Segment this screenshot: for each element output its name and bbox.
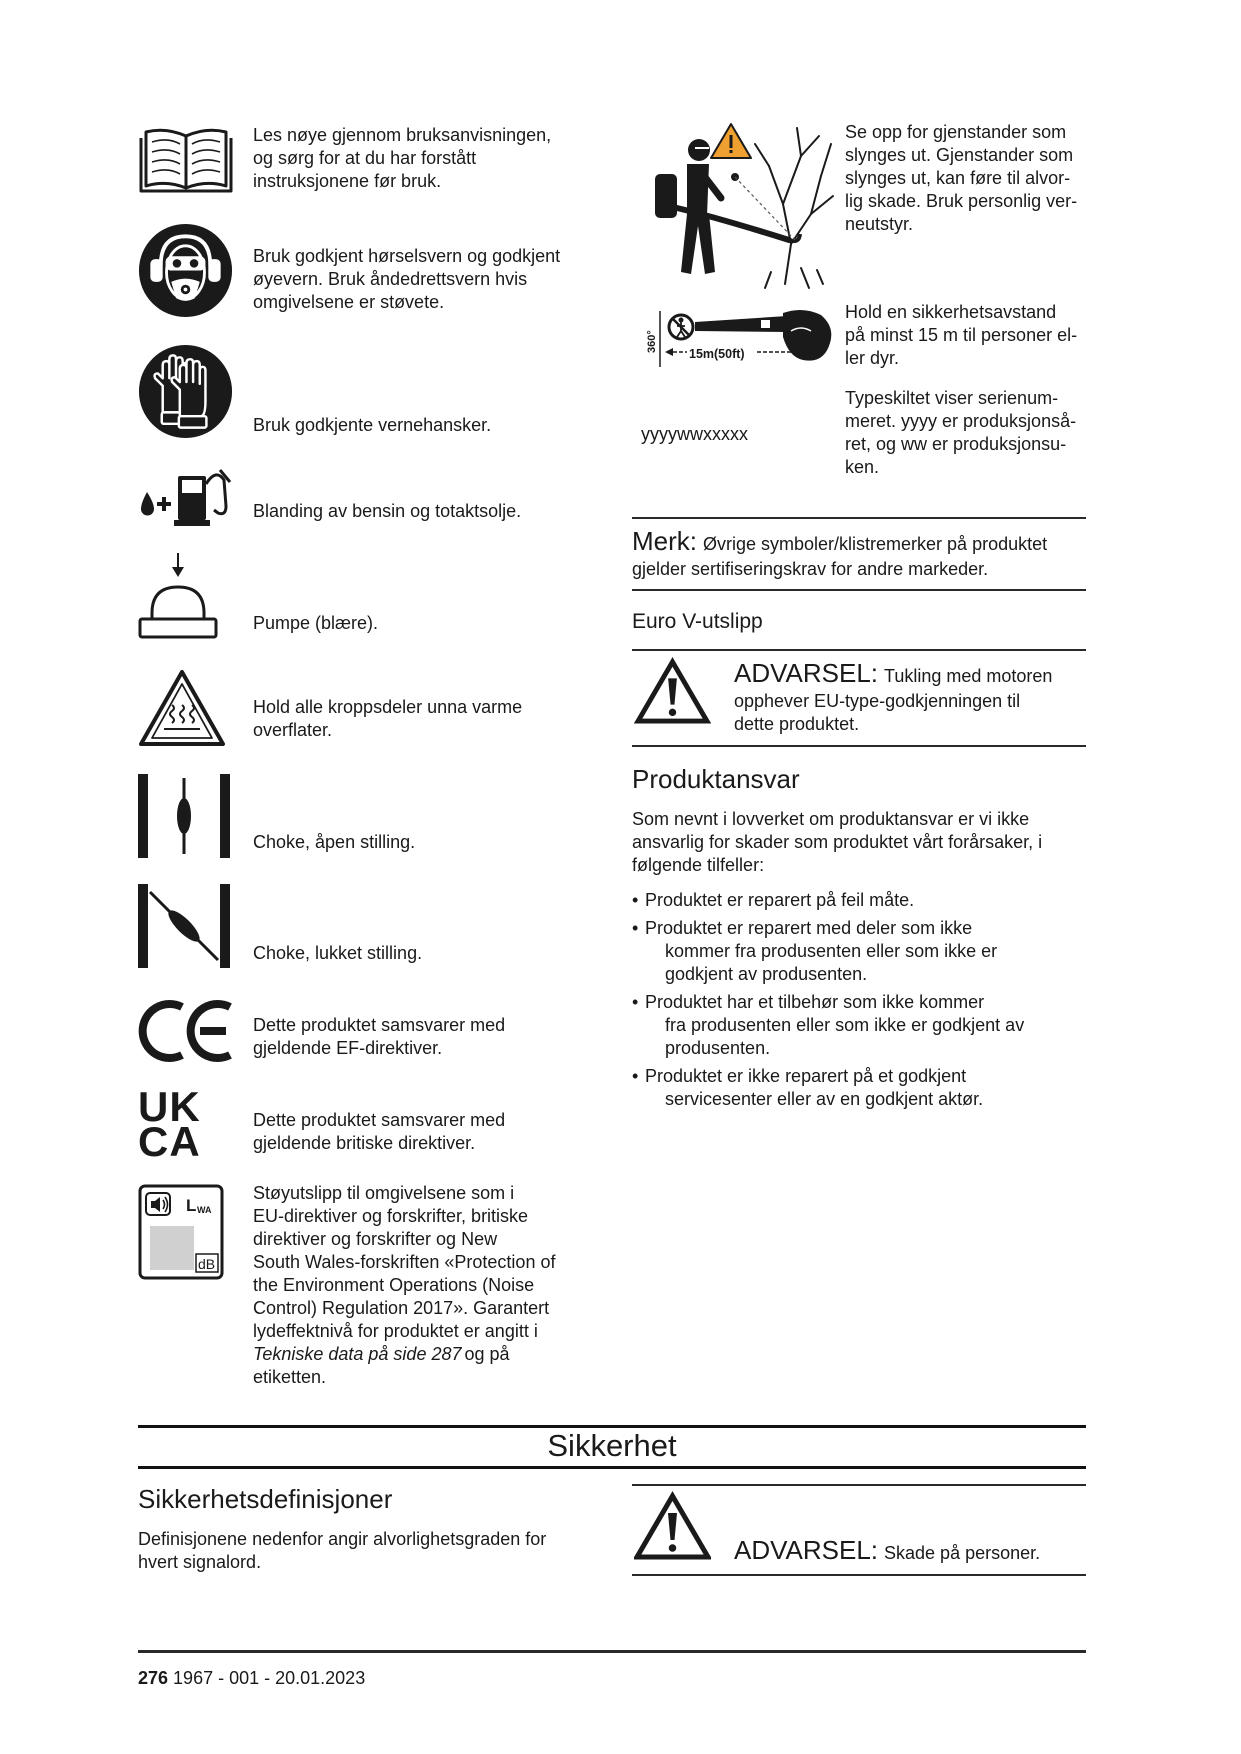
euro-v-heading: Euro V-utslipp [632, 610, 763, 633]
product-liability-intro: Som nevnt i lovverket om produktansvar er vi ikke ansvarlig for skader som produktet vårt forårsaker, i følgende tilfeller: [632, 809, 1043, 875]
definitions-heading: Sikkerhetsdefinisjoner [138, 1484, 393, 1514]
read-manual-text: Les nøye gjennom bruksanvisningen, og sørg for at du har forstått instruksjonene før bruk. [253, 125, 552, 191]
ukca-line-ca: CA [138, 1118, 201, 1165]
ce-mark-icon [138, 996, 234, 1066]
note-line-2: gjelder sertifiseringskrav for andre markeder. [632, 559, 989, 579]
gloves-text: Bruk godkjente vernehansker. [253, 415, 492, 435]
euro-v-warning [734, 658, 1053, 736]
thrown-objects-text: Se opp for gjenstander som slynges ut. Gjenstander som slynges ut, kan føre til alvor- lig skade. Bruk personlig ver- neutstyr. [845, 122, 1078, 234]
book-icon [138, 124, 234, 194]
safety-distance-icon [643, 307, 835, 372]
definitions-text: Definisjonene nedenfor angir alvorlighetsgraden for hvert signalord. [138, 1529, 547, 1572]
rotation-angle-label: 360° [646, 330, 658, 353]
distance-label: 15m(50ft) [689, 347, 745, 361]
page-number: 276 [138, 1668, 169, 1688]
choke-closed-text: Choke, lukket stilling. [253, 943, 423, 963]
bullet-symbol: • [632, 890, 639, 910]
bullet-symbol: • [632, 992, 639, 1012]
section-title: Sikkerhet [547, 1428, 677, 1463]
warning-line-1: Tukling med motoren [884, 666, 1053, 686]
ukca-mark-icon [138, 1083, 201, 1165]
bullet-symbol: • [632, 918, 639, 938]
liability-bullet-list [632, 889, 1024, 1116]
noise-label-icon [138, 1184, 224, 1280]
note-label: Merk: [632, 526, 697, 556]
section-rule-bottom [138, 1466, 1086, 1469]
bullet-text: Produktet er ikke reparert på et godkjent [645, 1066, 967, 1086]
primer-bulb-icon [138, 553, 218, 641]
bullet-continuation: kommer fra produsenten eller som ikke er godkjent av produsenten. [665, 941, 998, 984]
protection-text: Bruk godkjent hørselsvern og godkjent øyevern. Bruk åndedrettsvern hvis omgivelsene er støvete. [253, 246, 561, 312]
warning-rest: opphever EU-type-godkjenningen til dette produktet. [734, 691, 1021, 734]
bullet-continuation: servicesenter eller av en godkjent aktør. [665, 1089, 984, 1109]
noise-text-body: Støyutslipp til omgivelsene som i EU-direktiver og forskrifter, britiske direktiver og forskrifter og New South Wales-forskriften «Protection of the Environment Operations (Noise Control) Regulation 2017». Garantert lydeffektnivå for produktet er angitt i [253, 1183, 556, 1341]
liability-bullet [632, 1065, 1024, 1111]
serial-number-text: Typeskiltet viser serienum- meret. yyyy er produksjonså- ret, og ww er produksjonsu- ken. [845, 388, 1077, 477]
note-line-1: Øvrige symboler/klistremerker på produktet [703, 534, 1048, 554]
warning-text: Skade på personer. [884, 1543, 1041, 1563]
product-liability-heading: Produktansvar [632, 764, 800, 794]
bullet-text: Produktet har et tilbehør som ikke kommer [645, 992, 985, 1012]
noise-label-l: L [186, 1196, 197, 1215]
personal-injury-warning [734, 1535, 1040, 1570]
bullet-text: Produktet er reparert på feil måte. [645, 890, 915, 910]
divider [632, 1484, 1086, 1486]
noise-text-after-link: og på [464, 1344, 510, 1364]
divider [632, 589, 1086, 591]
bullet-symbol: • [632, 1066, 639, 1086]
divider [632, 1574, 1086, 1576]
hot-surface-text: Hold alle kroppsdeler unna varme overflater. [253, 697, 523, 740]
warning-triangle-icon [634, 657, 711, 725]
footer [138, 1667, 365, 1690]
divider [632, 517, 1086, 519]
noise-label-wa: WA [197, 1205, 212, 1215]
liability-bullet [632, 917, 1024, 986]
noise-text [253, 1182, 555, 1389]
warning-label: ADVARSEL: [734, 658, 879, 688]
bullet-text: Produktet er reparert med deler som ikke [645, 918, 973, 938]
noise-text-last-line: etiketten. [253, 1367, 327, 1387]
divider [632, 649, 1086, 651]
safety-distance-text: Hold en sikkerhetsavstand på minst 15 m til personer el- ler dyr. [845, 302, 1078, 368]
document-reference: 1967 - 001 - 20.01.2023 [173, 1668, 366, 1688]
technical-data-link[interactable]: Tekniske data på side 287 [253, 1344, 462, 1364]
ukca-text: Dette produktet samsvarer med gjeldende britiske direktiver. [253, 1110, 506, 1153]
divider [632, 745, 1086, 747]
hot-surface-icon [138, 669, 226, 747]
note-block [632, 526, 1048, 581]
liability-bullet [632, 889, 1024, 912]
warning-label: ADVARSEL: [734, 1535, 879, 1565]
bullet-continuation: fra produsenten eller som ikke er godkjent av produsenten. [665, 1015, 1025, 1058]
choke-open-icon [138, 774, 230, 858]
serial-number-code: yyyywwxxxxx [641, 424, 748, 444]
choke-open-text: Choke, åpen stilling. [253, 832, 416, 852]
ukca-line-uk: UK [138, 1083, 201, 1130]
ce-text: Dette produktet samsvarer med gjeldende EF-direktiver. [253, 1015, 506, 1058]
warning-triangle-icon [634, 1491, 711, 1561]
fuel-mix-text: Blanding av bensin og totaktsolje. [253, 501, 522, 521]
liability-bullet [632, 991, 1024, 1060]
fuel-mix-icon [138, 466, 234, 528]
gloves-icon [138, 344, 233, 439]
choke-closed-icon [138, 884, 230, 968]
face-protection-icon [138, 223, 233, 318]
footer-rule [138, 1650, 1086, 1653]
thrown-objects-icon [649, 122, 835, 291]
noise-label-db: dB [198, 1256, 216, 1272]
primer-bulb-text: Pumpe (blære). [253, 613, 379, 633]
